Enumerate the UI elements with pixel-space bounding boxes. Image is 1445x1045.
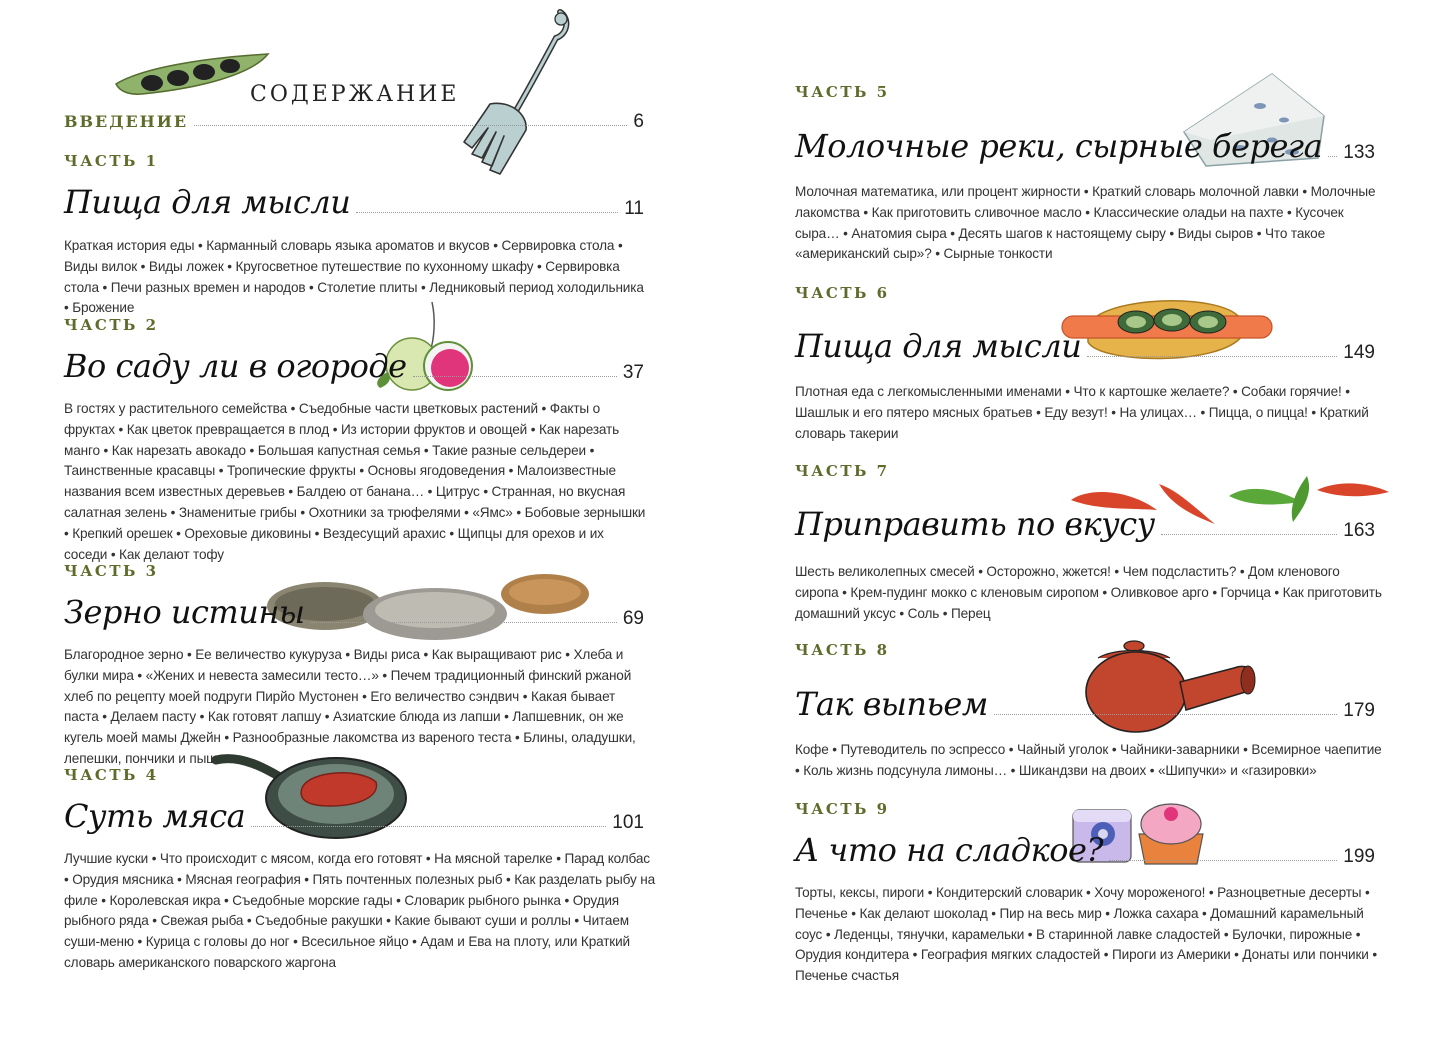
part-1-description: Краткая история еды • Карманный словарь языка ароматов и вкусов • Сервировка стола • Виды вилок • Виды ложек • Кругосветное путешествие по кухонному шкафу • Сервировка стола • Печи разных времен и народов • Столетие плиты • Ледниковый период холодильника • Брожение xyxy=(64,238,644,316)
right-page xyxy=(722,0,1445,1045)
dot-leader xyxy=(413,376,617,377)
part-5-title: Молочные реки, сырные берега xyxy=(795,127,1323,165)
part-1-label: ЧАСТЬ 1 xyxy=(64,152,159,170)
part-5-description: Молочная математика, или процент жирности • Краткий словарь молочной лавки • Молочные лакомства • Как приготовить сливочное масло • Классические оладьи на пахте • Кусочек сыра… • Анатомия сыра • Десять шагов к настоящему сыру • Виды сыров • Что такое «американский сыр»? • Сырные тонкости xyxy=(795,184,1376,262)
part-4-page: 101 xyxy=(612,812,644,833)
part-7-description: Шесть великолепных смесей • Осторожно, жжется! • Чем подсластить? • Дом кленового сиропа • Крем-пудинг мокко с кленовым сиропом • Оливковое арго • Горчица • Как приготовить домашний уксус • Соль • Перец xyxy=(795,564,1382,621)
part-9-title-row[interactable] xyxy=(795,831,1375,869)
dot-leader xyxy=(1161,534,1338,535)
part-2-title: Во саду ли в огороде xyxy=(64,347,407,385)
dot-leader xyxy=(194,125,627,126)
part-6-title: Пища для мысли xyxy=(795,327,1082,365)
dot-leader xyxy=(356,212,618,213)
left-page xyxy=(0,0,722,1045)
part-7-label: ЧАСТЬ 7 xyxy=(795,462,890,480)
part-7-page: 163 xyxy=(1343,520,1375,541)
part-9-label: ЧАСТЬ 9 xyxy=(795,800,890,818)
part-3-title: Зерно истины xyxy=(64,593,305,631)
intro-page: 6 xyxy=(633,111,644,132)
dot-leader xyxy=(994,714,1337,715)
pea-pod-illustration xyxy=(112,50,272,100)
part-6-description: Плотная еда с легкомысленными именами • Что к картошке желаете? • Собаки горячие! • Шашлык и его пятеро мясных братьев • Еду везут! • На улицах… • Пицца, о пицца! • Краткий словарь такерии xyxy=(795,384,1369,441)
part-8-page: 179 xyxy=(1343,700,1375,721)
part-4-title-row[interactable] xyxy=(64,797,644,835)
dot-leader xyxy=(1109,860,1337,861)
part-1-title-row[interactable] xyxy=(64,183,644,221)
part-7-title-row[interactable] xyxy=(795,505,1375,543)
intro-label: ВВЕДЕНИЕ xyxy=(64,112,189,131)
intro-row[interactable] xyxy=(64,112,644,131)
part-5-page: 133 xyxy=(1343,142,1375,163)
part-5-label: ЧАСТЬ 5 xyxy=(795,83,890,101)
part-2-description: В гостях у растительного семейства • Съедобные части цветковых растений • Факты о фруктах • Как цветок превращается в плод • Из истории фруктов и овощей • Как нарезать манго • Как нарезать авокадо • Большая капустная семья • Такие разные сельдереи • Таинственные красавцы • Тропические фрукты • Основы ягодоведения • Малоизвестные названия всем известных деревьев • Балдею от банана… • Цитрус • Странная, но вкусная салатная зелень • Знаменитые грибы • Охотники за трюфелями • «Ямс» • Бобовые зернышки • Крепкий орешек • Ореховые диковины • Вездесущий арахис • Щипцы для орехов и их соседи • Как делают тофу xyxy=(64,401,646,562)
part-8-description: Кофе • Путеводитель по эспрессо • Чайный уголок • Чайники-заварники • Всемирное чаепитие • Коль жизнь подсунула лимоны… • Шикандзви на двоих • «Шипучки» и «газировки» xyxy=(795,742,1382,778)
dot-leader xyxy=(251,826,606,827)
part-6-title-row[interactable] xyxy=(795,327,1375,365)
part-8-label: ЧАСТЬ 8 xyxy=(795,641,890,659)
part-8-title-row[interactable] xyxy=(795,685,1375,723)
part-6-label: ЧАСТЬ 6 xyxy=(795,284,890,302)
part-3-page: 69 xyxy=(622,608,644,629)
part-9-description: Торты, кексы, пироги • Кондитерский словарик • Хочу мороженого! • Разноцветные десерты • Печенье • Как делают шоколад • Пир на весь мир • Ложка сахара • Домашний карамельный соус • Леденцы, тянучки, карамельки • В старинной лавке сладостей • Булочки, пирожные • Орудия кондитера • География мягких сладостей • Пироги из Америки • Донаты или пончики • Печенье счастья xyxy=(795,885,1377,984)
part-1-title: Пища для мысли xyxy=(64,183,351,221)
part-2-title-row[interactable] xyxy=(64,347,644,385)
part-1-page: 11 xyxy=(624,198,644,219)
part-2-page: 37 xyxy=(622,362,644,383)
part-7-title: Приправить по вкусу xyxy=(795,505,1155,543)
toc-title: СОДЕРЖАНИЕ xyxy=(250,82,460,107)
part-3-title-row[interactable] xyxy=(64,593,644,631)
part-3-label: ЧАСТЬ 3 xyxy=(64,562,159,580)
part-4-title: Суть мяса xyxy=(64,797,246,835)
part-9-page: 199 xyxy=(1343,846,1375,867)
dot-leader xyxy=(1328,156,1337,157)
part-8-title: Так выпьем xyxy=(795,685,988,723)
part-9-title: А что на сладкое? xyxy=(795,831,1104,869)
part-6-page: 149 xyxy=(1343,342,1375,363)
dot-leader xyxy=(311,622,617,623)
part-2-label: ЧАСТЬ 2 xyxy=(64,316,159,334)
part-3-description: Благородное зерно • Ее величество кукуруза • Виды риса • Как выращивают рис • Хлеба и булки мира • «Жених и невеста замесили тесто…» • Печем традиционный финский ржаной хлеб по рецепту моей подруги Пирйо Мустонен • Его величество сэндвич • Какая бывает паста • Делаем пасту • Как готовят лапшу • Азиатские блюда из лапши • Лапшевник, он же кугель моей мамы Джейн • Разнообразные лакомства из вареного теста • Блины, оладушки, лепешки, пончики и пышки xyxy=(64,647,636,766)
part-4-label: ЧАСТЬ 4 xyxy=(64,766,159,784)
teapot-illustration xyxy=(1084,632,1260,736)
part-5-title-row[interactable] xyxy=(795,127,1375,165)
part-4-description: Лучшие куски • Что происходит с мясом, когда его готовят • На мясной тарелке • Парад колбас • Орудия мясника • Мясная география • Пять почтенных полезных рыб • Как разделать рыбу на филе • Королевская икра • Съедобные морские гады • Словарик рыбного рынка • Орудия рыбного ряда • Свежая рыба • Съедобные ракушки • Какие бывают суши и роллы • Читаем суши-меню • Курица с головы до ног • Всесильное яйцо • Адам и Ева на плоту, или Краткий словарь американского поварского жаргона xyxy=(64,851,656,970)
dot-leader xyxy=(1087,356,1337,357)
